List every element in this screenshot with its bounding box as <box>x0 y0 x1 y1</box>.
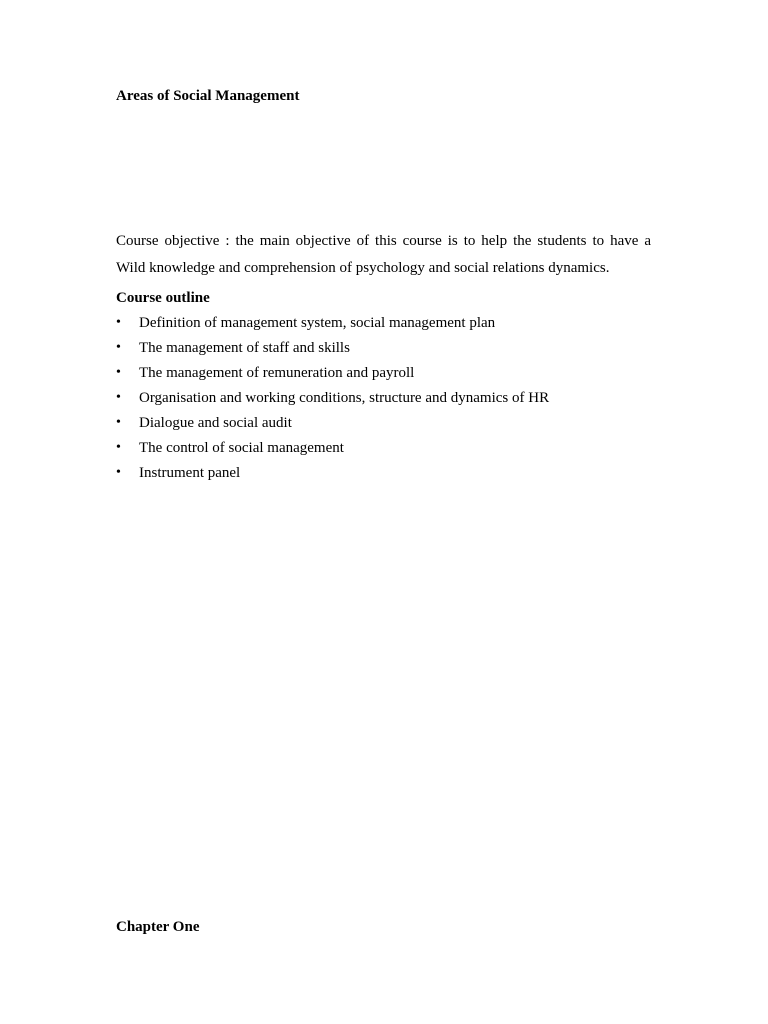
list-item <box>116 438 549 463</box>
list-item-text: The management of remuneration and payroll <box>139 365 415 381</box>
course-objective-paragraph <box>116 228 651 282</box>
course-outline-heading: Course outline <box>116 290 210 306</box>
document-title: Areas of Social Management <box>116 88 300 104</box>
list-item <box>116 338 549 363</box>
list-item-text: The control of social management <box>139 440 344 456</box>
bullet-icon: • <box>116 415 121 430</box>
course-objective-line-2: Wild knowledge and comprehension of psychology and social relations dynamics. <box>116 260 610 276</box>
list-item <box>116 313 549 338</box>
course-outline-list <box>116 313 549 488</box>
bullet-icon: • <box>116 390 121 405</box>
list-item-text: Dialogue and social audit <box>139 415 292 431</box>
list-item-text: Instrument panel <box>139 465 241 481</box>
list-item <box>116 463 549 488</box>
course-objective-line-1: Course objective : the main objective of this course is to help the students to have a <box>116 233 651 249</box>
bullet-icon: • <box>116 315 121 330</box>
list-item <box>116 363 549 388</box>
list-item-text: Organisation and working conditions, structure and dynamics of HR <box>139 390 550 406</box>
list-item-text: The management of staff and skills <box>139 340 350 356</box>
bullet-icon: • <box>116 465 121 480</box>
bullet-icon: • <box>116 365 121 380</box>
bullet-icon: • <box>116 440 121 455</box>
bullet-icon: • <box>116 340 121 355</box>
chapter-heading: Chapter One <box>116 919 200 935</box>
list-item-text: Definition of management system, social management plan <box>139 315 496 331</box>
list-item <box>116 388 549 413</box>
list-item <box>116 413 549 438</box>
